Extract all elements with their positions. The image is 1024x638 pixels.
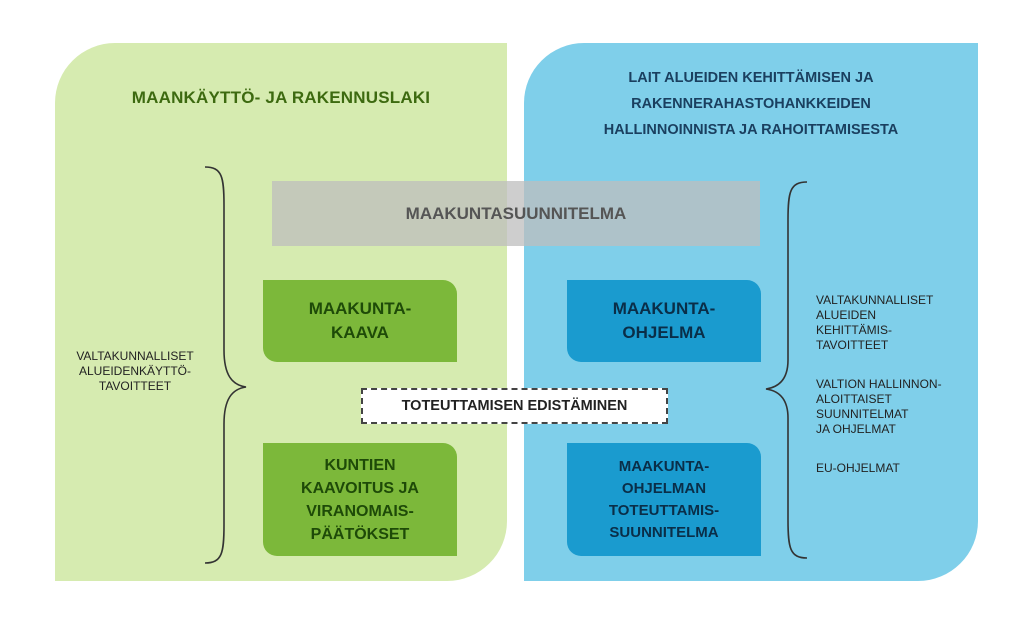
list-item-national-development-objectives: VALTAKUNNALLISET ALUEIDEN KEHITTÄMIS- TAVOITTEET <box>816 293 934 352</box>
right-objectives-list <box>816 278 986 500</box>
implementation-promotion-box: TOTEUTTAMISEN EDISTÄMINEN <box>361 388 668 424</box>
program-implementation-plan-box: MAAKUNTA- OHJELMAN TOTEUTTAMIS- SUUNNITELMA <box>567 443 761 556</box>
left-curly-brace <box>200 165 250 565</box>
regional-program-box: MAAKUNTA- OHJELMA <box>567 280 761 362</box>
national-land-use-objectives: VALTAKUNNALLISET ALUEIDENKÄYTTÖ- TAVOITTEET <box>76 349 194 393</box>
right-curly-brace <box>762 180 812 560</box>
list-item-state-sectoral-plans: VALTION HALLINNON- ALOITTAISET SUUNNITELMAT JA OHJELMAT <box>816 377 942 436</box>
left-panel-heading: MAANKÄYTTÖ- JA RAKENNUSLAKI <box>131 88 431 107</box>
regional-land-use-plan-box: MAAKUNTA- KAAVA <box>263 280 457 362</box>
regional-plan-bar-label: MAAKUNTASUUNNITELMA <box>405 204 627 223</box>
list-item-eu-programs: EU-OHJELMAT <box>816 461 900 475</box>
right-panel-heading: LAIT ALUEIDEN KEHITTÄMISEN JA RAKENNERAHASTOHANKKEIDEN HALLINNOINNISTA JA RAHOITTAMISESTA <box>603 70 899 138</box>
municipal-planning-box: KUNTIEN KAAVOITUS JA VIRANOMAIS- PÄÄTÖKSET <box>263 443 457 556</box>
